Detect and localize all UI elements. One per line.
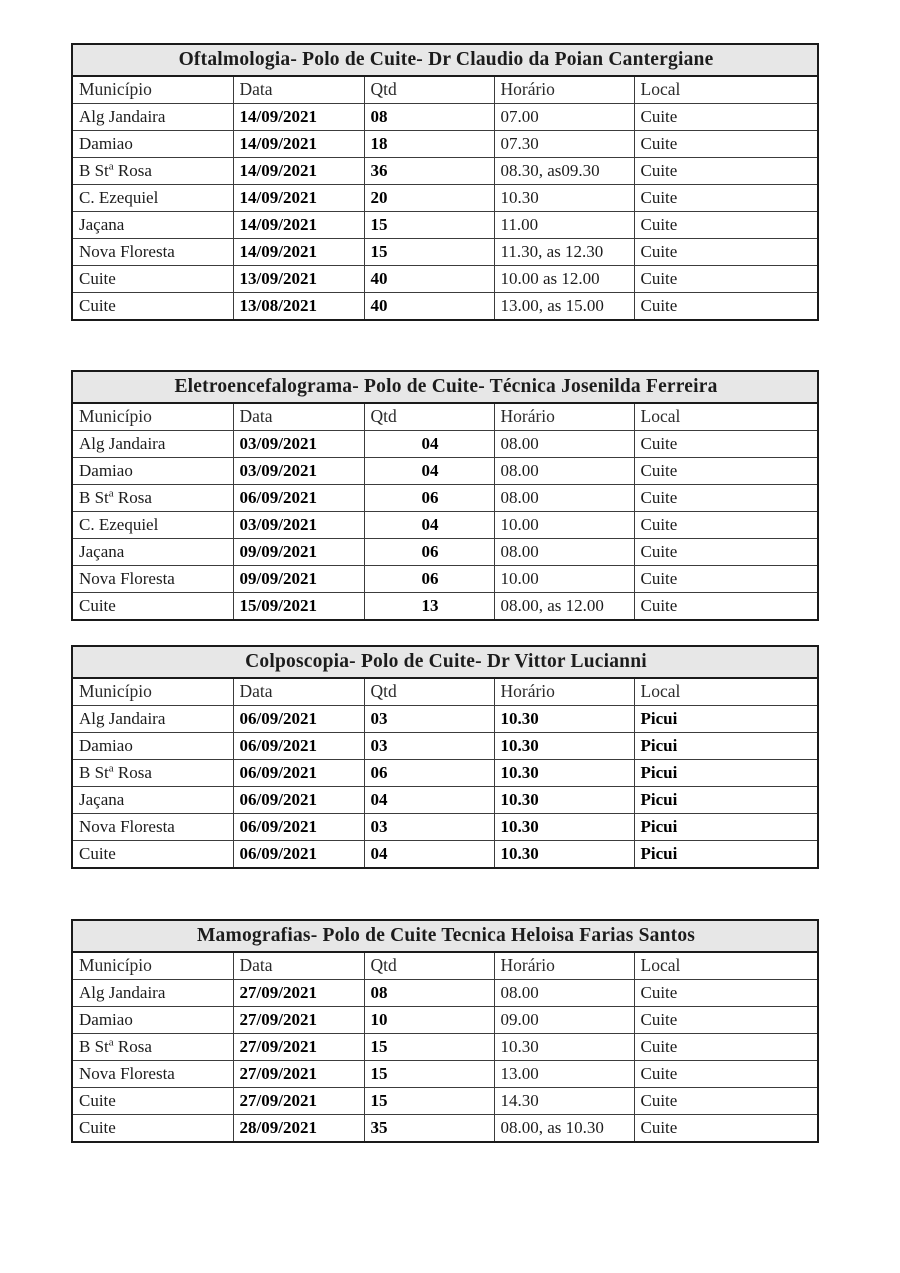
cell-local: Cuite — [634, 239, 818, 266]
cell-municipio: Alg Jandaira — [72, 104, 233, 131]
cell-local: Cuite — [634, 512, 818, 539]
cell-data: 14/09/2021 — [233, 158, 364, 185]
cell-horario: 10.30 — [494, 841, 634, 869]
table-row — [72, 760, 818, 787]
cell-data: 27/09/2021 — [233, 1007, 364, 1034]
cell-local: Cuite — [634, 566, 818, 593]
cell-local: Cuite — [634, 1088, 818, 1115]
column-header-municipio: Município — [72, 678, 233, 706]
cell-local: Cuite — [634, 185, 818, 212]
cell-qtd: 03 — [364, 733, 494, 760]
table-row — [72, 212, 818, 239]
cell-qtd: 04 — [364, 512, 494, 539]
cell-data: 27/09/2021 — [233, 980, 364, 1007]
cell-horario: 10.30 — [494, 760, 634, 787]
ordinal-superscript: a — [108, 761, 114, 774]
table-row — [72, 1007, 818, 1034]
cell-municipio: Cuite — [72, 293, 233, 321]
cell-horario: 14.30 — [494, 1088, 634, 1115]
cell-local: Cuite — [634, 1061, 818, 1088]
cell-horario: 10.00 as 12.00 — [494, 266, 634, 293]
cell-horario: 08.00 — [494, 431, 634, 458]
table-title: Eletroencefalograma- Polo de Cuite- Técnica Josenilda Ferreira — [72, 371, 818, 403]
column-header-data: Data — [233, 952, 364, 980]
cell-qtd: 15 — [364, 239, 494, 266]
cell-horario: 08.00, as 12.00 — [494, 593, 634, 621]
tables-container — [71, 0, 817, 1143]
cell-horario: 11.30, as 12.30 — [494, 239, 634, 266]
cell-municipio: Cuite — [72, 841, 233, 869]
table-body — [72, 104, 818, 321]
cell-qtd: 40 — [364, 266, 494, 293]
column-header-horario: Horário — [494, 76, 634, 104]
cell-municipio: C. Ezequiel — [72, 512, 233, 539]
cell-qtd: 15 — [364, 1034, 494, 1061]
title-row — [72, 920, 818, 952]
cell-local: Cuite — [634, 104, 818, 131]
header-row — [72, 76, 818, 104]
table-row — [72, 1034, 818, 1061]
cell-municipio: B St$^a$ Rosa — [72, 158, 233, 185]
cell-qtd: 03 — [364, 706, 494, 733]
column-header-local: Local — [634, 76, 818, 104]
cell-horario: 10.30 — [494, 787, 634, 814]
cell-qtd: 15 — [364, 1088, 494, 1115]
cell-data: 03/09/2021 — [233, 458, 364, 485]
cell-municipio: Alg Jandaira — [72, 431, 233, 458]
cell-qtd: 08 — [364, 980, 494, 1007]
cell-municipio: Cuite — [72, 1115, 233, 1143]
cell-qtd: 15 — [364, 212, 494, 239]
table-row — [72, 733, 818, 760]
cell-local: Picui — [634, 814, 818, 841]
cell-municipio: Jaçana — [72, 539, 233, 566]
table-row — [72, 980, 818, 1007]
cell-data: 06/09/2021 — [233, 706, 364, 733]
cell-qtd: 04 — [364, 841, 494, 869]
cell-horario: 08.00 — [494, 458, 634, 485]
cell-qtd: 40 — [364, 293, 494, 321]
cell-qtd: 06 — [364, 566, 494, 593]
cell-municipio: Damiao — [72, 458, 233, 485]
cell-municipio: Cuite — [72, 1088, 233, 1115]
cell-data: 06/09/2021 — [233, 787, 364, 814]
schedule-table — [71, 370, 819, 621]
column-header-horario: Horário — [494, 952, 634, 980]
cell-qtd: 18 — [364, 131, 494, 158]
cell-data: 03/09/2021 — [233, 431, 364, 458]
cell-municipio: Jaçana — [72, 787, 233, 814]
cell-qtd: 10 — [364, 1007, 494, 1034]
column-header-horario: Horário — [494, 403, 634, 431]
table-row — [72, 814, 818, 841]
cell-horario: 08.00, as 10.30 — [494, 1115, 634, 1143]
cell-horario: 10.30 — [494, 1034, 634, 1061]
cell-local: Picui — [634, 787, 818, 814]
column-header-local: Local — [634, 952, 818, 980]
cell-horario: 13.00 — [494, 1061, 634, 1088]
cell-horario: 13.00, as 15.00 — [494, 293, 634, 321]
cell-data: 27/09/2021 — [233, 1034, 364, 1061]
cell-horario: 08.00 — [494, 980, 634, 1007]
schedule-table-block — [71, 919, 817, 1143]
column-header-local: Local — [634, 678, 818, 706]
cell-horario: 08.00 — [494, 485, 634, 512]
cell-local: Cuite — [634, 1007, 818, 1034]
header-row — [72, 678, 818, 706]
cell-qtd: 06 — [364, 760, 494, 787]
cell-horario: 07.30 — [494, 131, 634, 158]
table-row — [72, 841, 818, 869]
table-row — [72, 185, 818, 212]
cell-municipio: B St$^a$ Rosa — [72, 760, 233, 787]
cell-data: 14/09/2021 — [233, 212, 364, 239]
table-body — [72, 980, 818, 1143]
cell-municipio: Alg Jandaira — [72, 706, 233, 733]
cell-data: 27/09/2021 — [233, 1061, 364, 1088]
table-row — [72, 131, 818, 158]
cell-municipio: Nova Floresta — [72, 566, 233, 593]
cell-local: Picui — [634, 733, 818, 760]
table-row — [72, 706, 818, 733]
cell-municipio: B St$^a$ Rosa — [72, 485, 233, 512]
title-row — [72, 44, 818, 76]
column-header-data: Data — [233, 678, 364, 706]
column-header-municipio: Município — [72, 952, 233, 980]
cell-qtd: 04 — [364, 431, 494, 458]
cell-data: 14/09/2021 — [233, 239, 364, 266]
cell-qtd: 06 — [364, 539, 494, 566]
column-header-data: Data — [233, 76, 364, 104]
cell-horario: 11.00 — [494, 212, 634, 239]
cell-data: 14/09/2021 — [233, 104, 364, 131]
column-header-data: Data — [233, 403, 364, 431]
column-header-local: Local — [634, 403, 818, 431]
title-row — [72, 371, 818, 403]
table-title: Oftalmologia- Polo de Cuite- Dr Claudio da Poian Cantergiane — [72, 44, 818, 76]
table-row — [72, 158, 818, 185]
cell-horario: 08.30, as09.30 — [494, 158, 634, 185]
table-body — [72, 431, 818, 621]
cell-local: Cuite — [634, 1115, 818, 1143]
table-row — [72, 431, 818, 458]
cell-local: Cuite — [634, 158, 818, 185]
title-row — [72, 646, 818, 678]
table-row — [72, 593, 818, 621]
column-header-horario: Horário — [494, 678, 634, 706]
ordinal-superscript: a — [108, 486, 114, 499]
cell-horario: 07.00 — [494, 104, 634, 131]
schedule-table — [71, 919, 819, 1143]
table-row — [72, 266, 818, 293]
cell-municipio: Damiao — [72, 733, 233, 760]
cell-qtd: 20 — [364, 185, 494, 212]
table-row — [72, 566, 818, 593]
cell-data: 06/09/2021 — [233, 814, 364, 841]
table-row — [72, 539, 818, 566]
table-row — [72, 1115, 818, 1143]
cell-municipio: Nova Floresta — [72, 1061, 233, 1088]
cell-local: Cuite — [634, 293, 818, 321]
cell-local: Picui — [634, 841, 818, 869]
column-header-qtd: Qtd — [364, 403, 494, 431]
cell-local: Cuite — [634, 980, 818, 1007]
cell-data: 28/09/2021 — [233, 1115, 364, 1143]
schedule-table-block — [71, 645, 817, 869]
cell-local: Cuite — [634, 431, 818, 458]
schedule-table-block — [71, 370, 817, 621]
header-row — [72, 403, 818, 431]
cell-data: 13/09/2021 — [233, 266, 364, 293]
cell-local: Cuite — [634, 131, 818, 158]
cell-horario: 10.30 — [494, 733, 634, 760]
cell-qtd: 06 — [364, 485, 494, 512]
cell-municipio: Cuite — [72, 593, 233, 621]
cell-data: 13/08/2021 — [233, 293, 364, 321]
cell-horario: 10.30 — [494, 706, 634, 733]
cell-qtd: 04 — [364, 458, 494, 485]
cell-data: 09/09/2021 — [233, 566, 364, 593]
column-header-municipio: Município — [72, 76, 233, 104]
cell-data: 14/09/2021 — [233, 185, 364, 212]
cell-local: Cuite — [634, 593, 818, 621]
cell-municipio: Cuite — [72, 266, 233, 293]
column-header-municipio: Município — [72, 403, 233, 431]
cell-municipio: C. Ezequiel — [72, 185, 233, 212]
cell-horario: 10.00 — [494, 512, 634, 539]
schedule-table-block — [71, 43, 817, 321]
table-row — [72, 485, 818, 512]
cell-qtd: 13 — [364, 593, 494, 621]
schedule-table — [71, 645, 819, 869]
cell-horario: 10.30 — [494, 185, 634, 212]
table-row — [72, 293, 818, 321]
table-title: Colposcopia- Polo de Cuite- Dr Vittor Lucianni — [72, 646, 818, 678]
column-header-qtd: Qtd — [364, 678, 494, 706]
cell-data: 27/09/2021 — [233, 1088, 364, 1115]
cell-local: Cuite — [634, 266, 818, 293]
cell-qtd: 36 — [364, 158, 494, 185]
cell-horario: 10.30 — [494, 814, 634, 841]
cell-municipio: B St$^a$ Rosa — [72, 1034, 233, 1061]
cell-municipio: Damiao — [72, 131, 233, 158]
cell-data: 06/09/2021 — [233, 733, 364, 760]
schedule-table — [71, 43, 819, 321]
cell-municipio: Nova Floresta — [72, 239, 233, 266]
cell-municipio: Damiao — [72, 1007, 233, 1034]
cell-horario: 09.00 — [494, 1007, 634, 1034]
table-row — [72, 458, 818, 485]
cell-local: Cuite — [634, 1034, 818, 1061]
header-row — [72, 952, 818, 980]
cell-local: Cuite — [634, 485, 818, 512]
cell-data: 06/09/2021 — [233, 760, 364, 787]
table-title: Mamografias- Polo de Cuite Tecnica Heloisa Farias Santos — [72, 920, 818, 952]
cell-local: Cuite — [634, 539, 818, 566]
cell-data: 06/09/2021 — [233, 485, 364, 512]
cell-qtd: 15 — [364, 1061, 494, 1088]
cell-data: 14/09/2021 — [233, 131, 364, 158]
cell-data: 03/09/2021 — [233, 512, 364, 539]
cell-municipio: Alg Jandaira — [72, 980, 233, 1007]
table-row — [72, 239, 818, 266]
column-header-qtd: Qtd — [364, 952, 494, 980]
cell-data: 09/09/2021 — [233, 539, 364, 566]
table-row — [72, 512, 818, 539]
cell-horario: 08.00 — [494, 539, 634, 566]
cell-qtd: 35 — [364, 1115, 494, 1143]
cell-local: Cuite — [634, 212, 818, 239]
ordinal-superscript: a — [108, 159, 114, 172]
cell-qtd: 03 — [364, 814, 494, 841]
table-body — [72, 706, 818, 869]
cell-data: 06/09/2021 — [233, 841, 364, 869]
cell-local: Picui — [634, 706, 818, 733]
cell-qtd: 04 — [364, 787, 494, 814]
ordinal-superscript: a — [108, 1035, 114, 1048]
column-header-qtd: Qtd — [364, 76, 494, 104]
cell-local: Cuite — [634, 458, 818, 485]
cell-qtd: 08 — [364, 104, 494, 131]
table-row — [72, 787, 818, 814]
cell-municipio: Nova Floresta — [72, 814, 233, 841]
cell-horario: 10.00 — [494, 566, 634, 593]
cell-municipio: Jaçana — [72, 212, 233, 239]
table-row — [72, 104, 818, 131]
table-row — [72, 1061, 818, 1088]
cell-local: Picui — [634, 760, 818, 787]
cell-data: 15/09/2021 — [233, 593, 364, 621]
table-row — [72, 1088, 818, 1115]
